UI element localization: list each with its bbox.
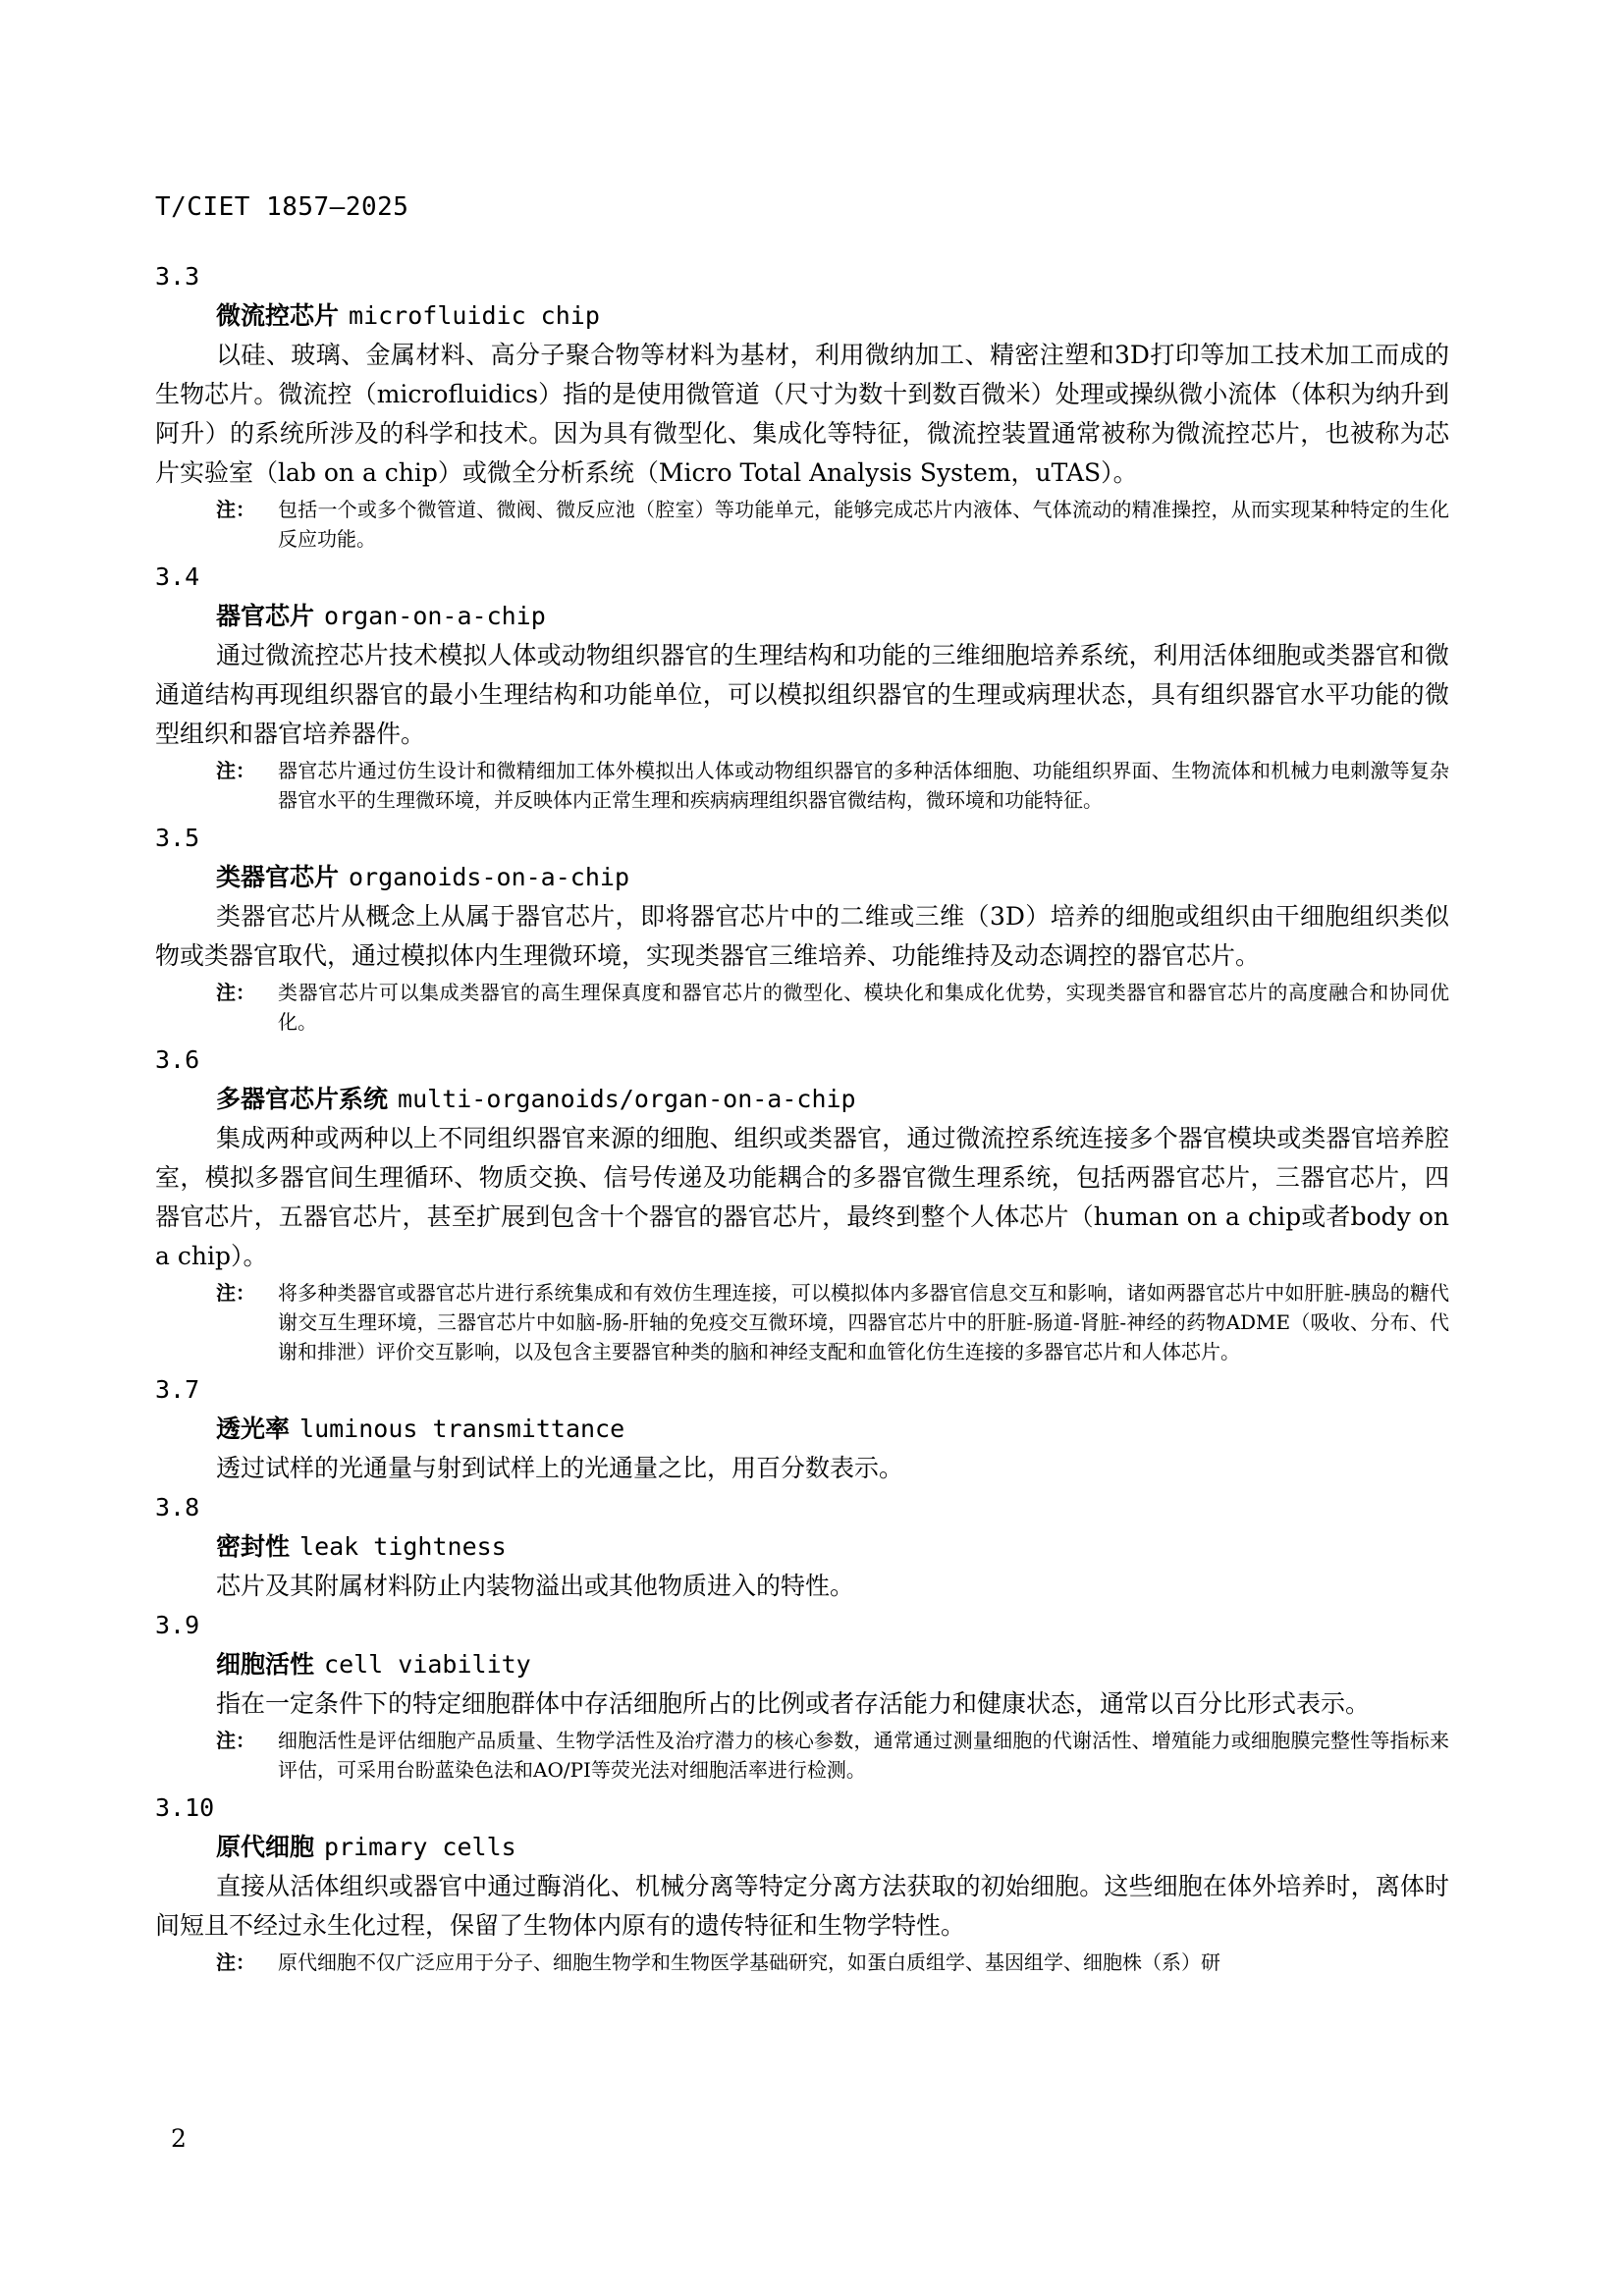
- term-entry-3-9: [155, 1606, 1449, 1785]
- note-label: 注：: [216, 498, 255, 521]
- note-text: 原代细胞不仅广泛应用于分子、细胞生物学和生物医学基础研究，如蛋白质组学、基因组学、细胞株（系）研: [278, 1950, 1220, 1974]
- term-chinese: 多器官芯片系统: [216, 1085, 389, 1113]
- term-title: [216, 1410, 1449, 1449]
- term-number: 3.9: [155, 1611, 200, 1639]
- term-english: microfluidic chip: [349, 301, 600, 330]
- term-number: 3.5: [155, 824, 200, 852]
- term-note: [155, 1726, 1449, 1785]
- note-label: 注：: [216, 1950, 255, 1974]
- term-entry-3-5: [155, 819, 1449, 1037]
- term-definition: 集成两种或两种以上不同组织器官来源的细胞、组织或类器官，通过微流控系统连接多个器官模块或类器官培养腔室，模拟多器官间生理循环、物质交换、信号传递及功能耦合的多器官微生理系统，包括两器官芯片，三器官芯片，四器官芯片，五器官芯片，甚至扩展到包含十个器官的器官芯片，最终到整个人体芯片（human on a chip或者body on a chip）。: [155, 1124, 1449, 1270]
- term-note: [155, 495, 1449, 554]
- term-title: [216, 1527, 1449, 1567]
- term-definition: 以硅、玻璃、金属材料、高分子聚合物等材料为基材，利用微纳加工、精密注塑和3D打印等加工技术加工而成的生物芯片。微流控（microfluidics）指的是使用微管道（尺寸为数十到数百微米）处理或操纵微小流体（体积为纳升到阿升）的系统所涉及的科学和技术。因为具有微型化、集成化等特征，微流控装置通常被称为微流控芯片，也被称为芯片实验室（lab on a chip）或微全分析系统（Micro Total Analysis System，uTAS）。: [155, 341, 1449, 487]
- term-definition: 直接从活体组织或器官中通过酶消化、机械分离等特定分离方法获取的初始细胞。这些细胞在体外培养时，离体时间短且不经过永生化过程，保留了生物体内原有的遗传特征和生物学特性。: [155, 1872, 1449, 1940]
- page-number: 2: [171, 2124, 187, 2153]
- term-number: 3.6: [155, 1045, 200, 1074]
- term-entry-3-4: [155, 558, 1449, 815]
- note-label: 注：: [216, 1729, 255, 1752]
- note-label: 注：: [216, 1281, 255, 1305]
- term-chinese: 器官芯片: [216, 602, 315, 630]
- term-chinese: 细胞活性: [216, 1650, 315, 1679]
- term-note: [155, 978, 1449, 1037]
- terms-section: [155, 257, 1449, 1981]
- term-definition: 类器官芯片从概念上从属于器官芯片，即将器官芯片中的二维或三维（3D）培养的细胞或组织由干细胞组织类似物或类器官取代，通过模拟体内生理微环境，实现类器官三维培养、功能维持及动态调控的器官芯片。: [155, 902, 1449, 970]
- term-definition: 透过试样的光通量与射到试样上的光通量之比，用百分数表示。: [216, 1454, 904, 1482]
- term-chinese: 透光率: [216, 1415, 291, 1443]
- term-title: [216, 1645, 1449, 1684]
- term-title: [216, 1080, 1449, 1119]
- term-title: [216, 296, 1449, 336]
- term-english: leak tightness: [299, 1532, 507, 1561]
- note-text: 包括一个或多个微管道、微阀、微反应池（腔室）等功能单元，能够完成芯片内液体、气体流动的精准操控，从而实现某种特定的生化反应功能。: [278, 498, 1449, 551]
- note-label: 注：: [216, 981, 255, 1004]
- term-number: 3.3: [155, 262, 200, 291]
- note-text: 类器官芯片可以集成类器官的高生理保真度和器官芯片的微型化、模块化和集成化优势，实现类器官和器官芯片的高度融合和协同优化。: [278, 981, 1449, 1034]
- document-id-header: T/CIET 1857—2025: [155, 192, 409, 222]
- term-definition: 通过微流控芯片技术模拟人体或动物组织器官的生理结构和功能的三维细胞培养系统，利用活体细胞或类器官和微通道结构再现组织器官的最小生理结构和功能单位，可以模拟组织器官的生理或病理状态，具有组织器官水平功能的微型组织和器官培养器件。: [155, 641, 1449, 748]
- term-entry-3-3: [155, 257, 1449, 554]
- term-english: primary cells: [324, 1833, 516, 1861]
- term-chinese: 类器官芯片: [216, 863, 340, 891]
- term-number: 3.8: [155, 1493, 200, 1522]
- term-chinese: 原代细胞: [216, 1833, 315, 1861]
- note-text: 细胞活性是评估细胞产品质量、生物学活性及治疗潜力的核心参数，通常通过测量细胞的代谢活性、增殖能力或细胞膜完整性等指标来评估，可采用台盼蓝染色法和AO/PI等荧光法对细胞活率进行检测。: [278, 1729, 1449, 1782]
- term-english: cell viability: [324, 1650, 531, 1679]
- term-entry-3-8: [155, 1488, 1449, 1606]
- term-number: 3.7: [155, 1375, 200, 1404]
- term-english: luminous transmittance: [299, 1415, 625, 1443]
- term-title: [216, 597, 1449, 636]
- term-title: [216, 1828, 1449, 1867]
- term-entry-3-6: [155, 1041, 1449, 1366]
- term-english: organ-on-a-chip: [324, 602, 546, 630]
- term-number: 3.10: [155, 1793, 215, 1822]
- term-english: multi-organoids/organ-on-a-chip: [398, 1085, 856, 1113]
- term-note: [155, 1948, 1449, 1977]
- term-note: [155, 756, 1449, 815]
- term-english: organoids-on-a-chip: [349, 863, 629, 891]
- term-definition: 芯片及其附属材料防止内装物溢出或其他物质进入的特性。: [216, 1572, 855, 1600]
- note-text: 将多种类器官或器官芯片进行系统集成和有效仿生理连接，可以模拟体内多器官信息交互和影响，诸如两器官芯片中如肝脏-胰岛的糖代谢交互生理环境，三器官芯片中如脑-肠-肝轴的免疫交互微环境，四器官芯片中的肝脏-肠道-肾脏-神经的药物ADME（吸收、分布、代谢和排泄）评价交互影响，以及包含主要器官种类的脑和神经支配和血管化仿生连接的多器官芯片和人体芯片。: [278, 1281, 1449, 1363]
- term-chinese: 微流控芯片: [216, 301, 340, 330]
- term-entry-3-7: [155, 1370, 1449, 1488]
- term-definition: 指在一定条件下的特定细胞群体中存活细胞所占的比例或者存活能力和健康状态，通常以百分比形式表示。: [216, 1689, 1371, 1718]
- note-text: 器官芯片通过仿生设计和微精细加工体外模拟出人体或动物组织器官的多种活体细胞、功能组织界面、生物流体和机械力电刺激等复杂器官水平的生理微环境，并反映体内正常生理和疾病病理组织器官微结构，微环境和功能特征。: [278, 759, 1449, 812]
- term-chinese: 密封性: [216, 1532, 291, 1561]
- note-label: 注：: [216, 759, 255, 782]
- term-note: [155, 1278, 1449, 1366]
- term-number: 3.4: [155, 562, 200, 591]
- term-title: [216, 858, 1449, 897]
- term-entry-3-10: [155, 1789, 1449, 1977]
